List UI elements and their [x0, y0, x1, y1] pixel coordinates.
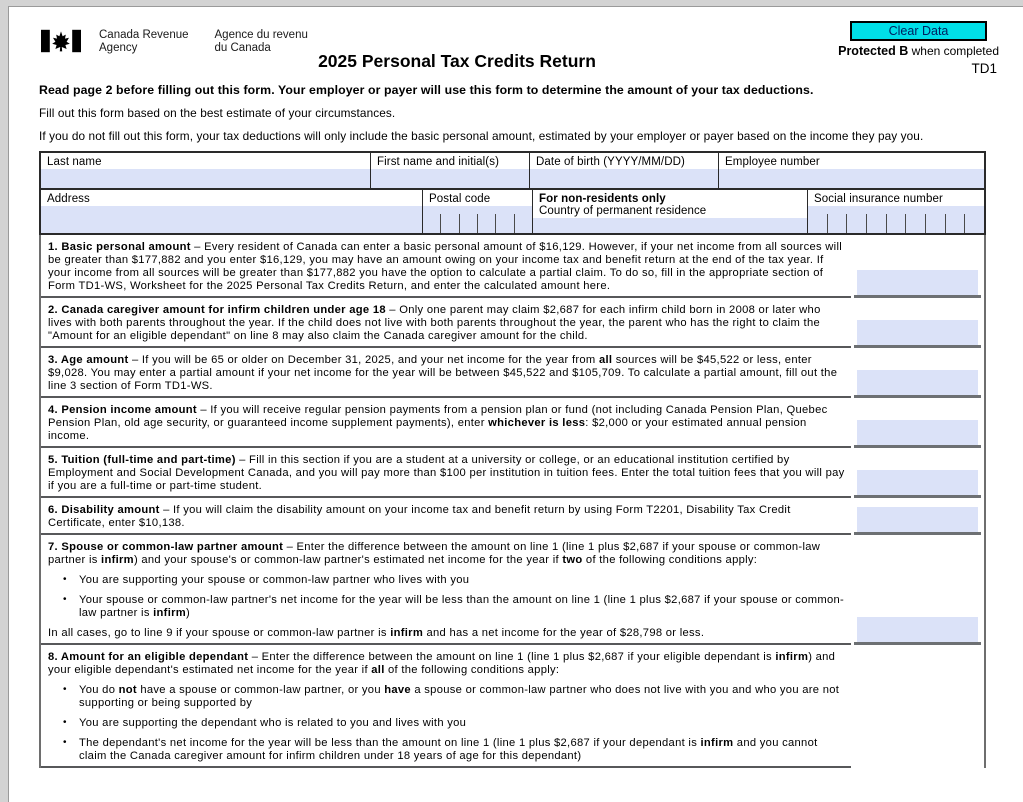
comb-cell: [441, 214, 459, 233]
first-name-cell: [371, 153, 530, 188]
agency-name-en: Canada Revenue Agency: [99, 29, 189, 54]
first-name-label: First name and initial(s): [377, 156, 500, 168]
section-1-text: [41, 235, 851, 298]
section-3: [41, 348, 984, 398]
comb-cell: [847, 214, 867, 233]
section-5: [41, 448, 984, 498]
agency-name-fr: Agence du revenu du Canada: [214, 29, 308, 54]
section-8: [41, 645, 984, 768]
country-of-residence-label: Country of permanent residence: [539, 205, 707, 217]
comb-cell: [460, 214, 478, 233]
section-3-amount-col: [851, 348, 984, 398]
page-title: 2025 Personal Tax Credits Return: [318, 51, 596, 71]
section-6-amount-field: [854, 507, 981, 535]
section-6-amount-col: [851, 498, 984, 535]
section-5-amount-col: [851, 448, 984, 498]
last-name-label: Last name: [47, 156, 102, 168]
section-2: [41, 298, 984, 348]
clear-data-button[interactable]: Clear Data: [850, 21, 987, 41]
last-name-cell: [41, 153, 371, 188]
comb-cell: [887, 214, 907, 233]
form-code-td1: TD1: [971, 61, 997, 76]
comb-cell: [906, 214, 926, 233]
comb-cell: [808, 214, 828, 233]
section-3-text: [41, 348, 851, 398]
section-4: [41, 398, 984, 448]
identification-table: [39, 151, 986, 235]
date-of-birth-input[interactable]: [530, 169, 718, 188]
bullet-icon: •: [63, 574, 67, 585]
first-name-input[interactable]: [371, 169, 529, 188]
section-4-amount-input[interactable]: [857, 420, 978, 445]
section-7-text: [41, 535, 851, 645]
section-1-amount-input[interactable]: [857, 270, 978, 295]
section-3-amount-input[interactable]: [857, 370, 978, 395]
sin-cell: [808, 190, 984, 233]
comb-cell: [867, 214, 887, 233]
section-7: [41, 535, 984, 645]
form-page: [8, 6, 1023, 802]
section-2-paragraph: 2. Canada caregiver amount for infirm children under age 18 – Only one parent may claim $2,687 for each infirm child born in 2008 or later who lives with both parents throughout the year. If the child does not live with both parents throughout the year, the parent who has the right to claim the "Amount for an eligible dependant" on line 8 may also claim the Canada caregiver amount for the child.: [48, 304, 821, 342]
non-residents-label: For non-residents only: [539, 193, 666, 205]
section-7-amount-input[interactable]: [857, 617, 978, 642]
employee-number-input[interactable]: [719, 169, 984, 188]
comb-cell: [965, 214, 984, 233]
intro-bold-line: Read page 2 before filling out this form. Your employer or payer will use this form to determine the amount of your tax deductions.: [39, 83, 814, 97]
section-8-bullet-2: • You are supporting the dependant who is related to you and lives with you: [63, 717, 467, 729]
section-7-bullet-2: • Your spouse or common-law partner's net income for the year will be less than the amount on line 1 (line 1 plus $2,687 if your spouse or common-law partner is infirm): [63, 594, 845, 619]
section-1: [41, 235, 984, 298]
section-1-amount-col: [851, 235, 984, 298]
bullet-icon: •: [63, 684, 67, 695]
intro-line-2: Fill out this form based on the best estimate of your circumstances.: [39, 106, 396, 120]
section-2-amount-input[interactable]: [857, 320, 978, 345]
section-7-paragraph: 7. Spouse or common-law partner amount – Enter the difference between the amount on line 1 (line 1 plus $2,687 if your spouse or common-law partner is infirm) and your spouse's or common-law partner's estimated net income for the year if two of the following conditions apply:: [48, 541, 821, 566]
address-cell: [41, 190, 423, 233]
employee-number-label: Employee number: [725, 156, 820, 168]
postal-code-input[interactable]: [423, 206, 532, 233]
section-5-amount-input[interactable]: [857, 470, 978, 495]
last-name-input[interactable]: [41, 169, 370, 188]
address-input[interactable]: [41, 206, 422, 233]
employee-number-cell: [719, 153, 984, 188]
section-6-text: [41, 498, 851, 535]
section-2-amount-field: [854, 320, 981, 348]
form-header: [39, 21, 999, 79]
bullet-icon: •: [63, 717, 67, 728]
address-label: Address: [47, 193, 90, 205]
sin-input[interactable]: [808, 206, 984, 233]
section-7-amount-col: [851, 535, 984, 645]
postal-code-label: Postal code: [429, 193, 491, 205]
section-8-text: [41, 645, 851, 768]
date-of-birth-label: Date of birth (YYYY/MM/DD): [536, 156, 685, 168]
comb-cell: [496, 214, 514, 233]
date-of-birth-cell: [530, 153, 719, 188]
comb-cell: [926, 214, 946, 233]
section-1-amount-field: [854, 270, 981, 298]
section-8-paragraph: 8. Amount for an eligible dependant – Enter the difference between the amount on line 1 (line 1 plus $2,687 if your eligible dependant is infirm) and your eligible dependant's estimated net income for the year if all of the following conditions apply:: [48, 651, 836, 676]
section-2-text: [41, 298, 851, 348]
country-of-residence-cell: [533, 190, 808, 233]
section-6-paragraph: 6. Disability amount – If you will claim the disability amount on your income tax and benefit return by using Form T2201, Disability Tax Credit Certificate, enter $10,138.: [48, 504, 791, 529]
section-1-paragraph: 1. Basic personal amount – Every resident of Canada can enter a basic personal amount of $16,129. However, if your net income from all sources will be greater than $177,882 and you enter $16,129, you may have an amount owing on your income tax and benefit return at the end of the tax year. If your income from all sources will be greater than $177,882 you have the option to calculate a partial claim. To do so, fill in the appropriate section of Form TD1-WS, Worksheet for the 2025 Personal Tax Credits Return, and enter the calculated amount here.: [48, 241, 843, 292]
comb-cell: [515, 214, 532, 233]
comb-cell: [946, 214, 966, 233]
section-5-amount-field: [854, 470, 981, 498]
section-4-paragraph: 4. Pension income amount – If you will receive regular pension payments from a pension plan or fund (not including Canada Pension Plan, Quebec Pension Plan, old age security, or guaranteed income supplement payments), enter whichever is less: $2,000 or your estimated annual pension income.: [48, 404, 828, 442]
section-7-bullet-1: • You are supporting your spouse or common-law partner who lives with you: [63, 574, 470, 586]
intro-line-3: If you do not fill out this form, your tax deductions will only include the basic personal amount, estimated by your employer or payer based on the income they pay you.: [39, 129, 924, 143]
section-7-footer: In all cases, go to line 9 if your spouse or common-law partner is infirm and has a net income for the year of $28,798 or less.: [48, 627, 705, 639]
section-5-paragraph: 5. Tuition (full-time and part-time) – Fill in this section if you are a student at a university or college, or an educational institution certified by Employment and Social Development Canada, and you will pay more than $100 per institution in tuition fees. Enter the total tuition fees that you will pay if you are a full-time or part-time student.: [48, 454, 845, 492]
canada-flag-icon: [41, 29, 81, 53]
section-8-bullet-3: • The dependant's net income for the year will be less than the amount on line 1 (line 1 plus $2,687 if your dependant is infirm and you cannot claim the Canada caregiver amount for infirm children under 18 years of age for this dependant): [63, 737, 818, 762]
section-7-amount-field: [854, 617, 981, 645]
country-of-residence-input[interactable]: [533, 218, 807, 233]
comb-cell: [828, 214, 848, 233]
sin-label: Social insurance number: [814, 193, 943, 205]
section-4-amount-col: [851, 398, 984, 448]
section-4-text: [41, 398, 851, 448]
comb-cell: [423, 214, 441, 233]
bullet-icon: •: [63, 594, 67, 605]
section-8-bullet-1: • You do not have a spouse or common-law partner, or you have a spouse or common-law partner who does not live with you and who you are not supporting or being supported by: [63, 684, 840, 709]
sections: [39, 235, 986, 768]
section-5-text: [41, 448, 851, 498]
section-4-amount-field: [854, 420, 981, 448]
comb-cell: [478, 214, 496, 233]
protected-b-label: Protected B when completed: [838, 44, 999, 58]
section-3-paragraph: 3. Age amount – If you will be 65 or older on December 31, 2025, and your net income for the year from all sources will be $45,522 or less, enter $9,028. You may enter a partial amount if your net income for the year will be between $45,522 and $105,709. To calculate a partial amount, fill out the line 3 section of Form TD1-WS.: [48, 354, 838, 392]
section-6-amount-input[interactable]: [857, 507, 978, 532]
section-3-amount-field: [854, 370, 981, 398]
postal-code-cell: [423, 190, 533, 233]
section-6: [41, 498, 984, 535]
bullet-icon: •: [63, 737, 67, 748]
section-2-amount-col: [851, 298, 984, 348]
section-8-amount-col: [851, 645, 984, 768]
